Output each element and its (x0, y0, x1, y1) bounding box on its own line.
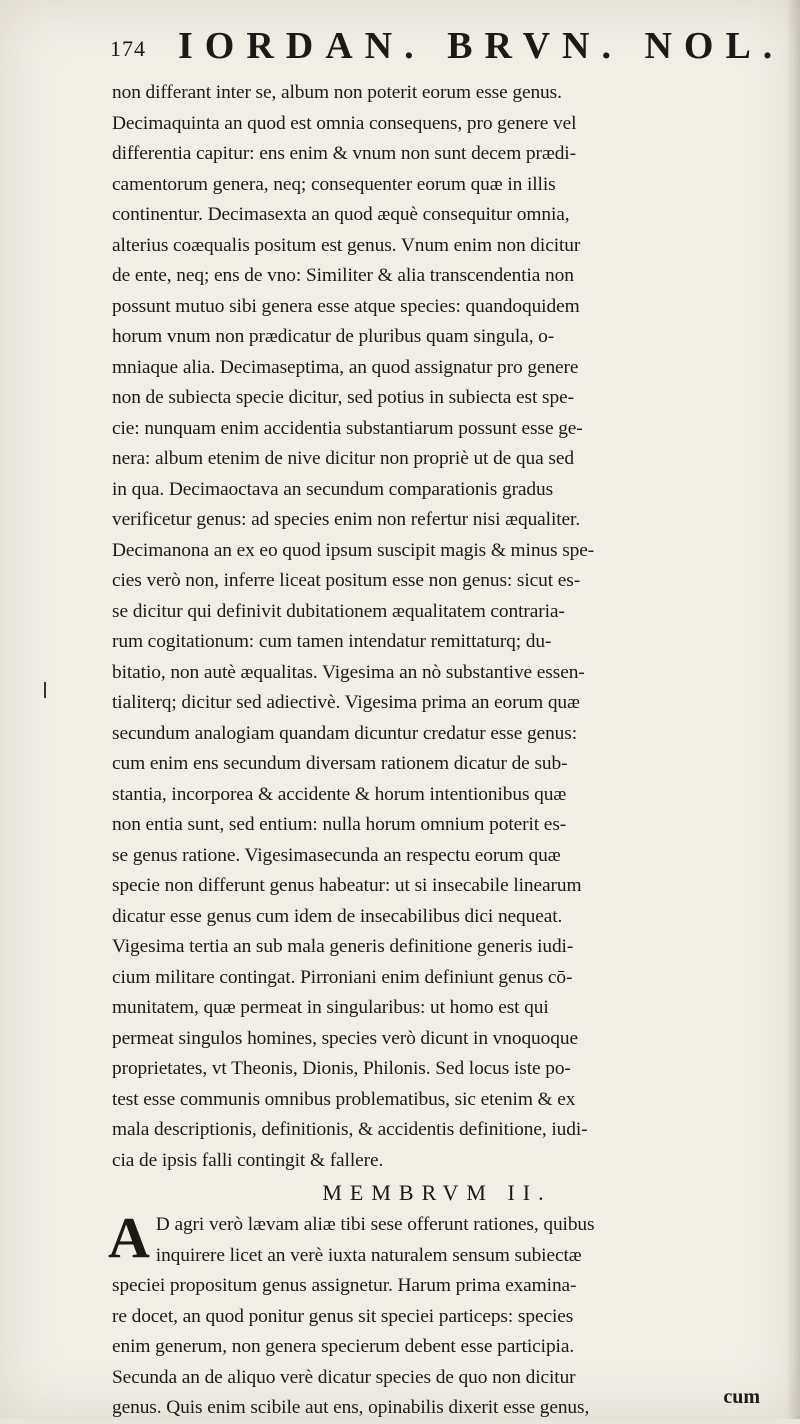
text-line: mniaque alia. Decimaseptima, an quod assignatur pro genere (112, 356, 579, 378)
text-line: cies verò non, inferre liceat positum esse non genus: sicut es- (112, 570, 581, 591)
page-header (110, 24, 785, 74)
text-line: D agri verò lævam aliæ tibi sese offerunt rationes, quibus (155, 1214, 595, 1235)
margin-mark (44, 682, 46, 698)
text-line: inquirere licet an verè iuxta naturalem sensum subiectæ (155, 1244, 582, 1266)
text-line: secundum analogiam quandam dicuntur credatur esse genus: (112, 722, 578, 744)
text-line: se dicitur qui definivit dubitationem æqualitatem contraria- (112, 600, 565, 622)
text-line: test esse communis omnibus problematibus, sic etenim & ex (112, 1088, 576, 1110)
section-heading: MEMBRVM II. (322, 1180, 552, 1205)
text-line: Decimanona an ex eo quod ipsum suscipit magis & minus spe- (112, 539, 595, 561)
text-line: specie non differunt genus habeatur: ut si insecabile linearum (112, 875, 582, 896)
text-line: cium militare contingat. Pirroniani enim definiunt genus cō- (112, 966, 573, 988)
text-line: non differant inter se, album non poterit eorum esse genus. (112, 82, 562, 103)
text-line: cum enim ens secundum diversam rationem dicatur de sub- (112, 753, 568, 774)
catchword: cum (723, 1386, 760, 1408)
text-line: Decimaquinta an quod est omnia consequens, pro genere vel (112, 112, 577, 134)
text-line: speciei propositum genus assignetur. Harum prima examina- (112, 1275, 577, 1296)
text-line: rum cogitationum: cum tamen intendatur remittaturq; du- (112, 631, 552, 652)
running-head: IORDAN. BRVN. NOL. (178, 25, 785, 67)
text-line: camentorum genera, neq; consequenter eorum quæ in illis (112, 173, 556, 195)
text-line: re docet, an quod ponitur genus sit speciei particeps: species (112, 1305, 574, 1327)
text-line: de ente, neq; ens de vno: Similiter & alia transcendentia non (112, 265, 574, 286)
drop-cap: A (108, 1205, 150, 1270)
text-line: mala descriptionis, definitionis, & accidentis definitione, iudi- (112, 1119, 588, 1140)
text-line: dicatur esse genus cum idem de insecabilibus dici nequeat. (112, 905, 563, 927)
text-line: permeat singulos homines, species verò dicunt in vnoquoque (112, 1027, 578, 1049)
text-line: bitatio, non autè æqualitas. Vigesima an nò substantive essen- (112, 661, 585, 683)
text-line: non de subiecta specie dicitur, sed potius in subiecta est spe- (112, 387, 574, 408)
text-line: continentur. Decimasexta an quod æquè consequitur omnia, (112, 204, 570, 225)
text-line: nera: album etenim de nive dicitur non propriè ut de qua sed (112, 448, 574, 469)
text-line: proprietates, vt Theonis, Dionis, Philonis. Sed locus iste po- (112, 1058, 571, 1079)
text-line: verificetur genus: ad species enim non refertur nisi æqualiter. (112, 509, 581, 530)
text-line: alterius coæqualis positum est genus. Vnum enim non dicitur (112, 234, 581, 256)
body-paragraph-1 (112, 78, 762, 1176)
text-line: enim generum, non genera specierum debent esse participia. (112, 1336, 575, 1357)
text-line: possunt mutuo sibi genera esse atque species: quandoquidem (112, 295, 580, 317)
page-number: 174 (110, 36, 146, 61)
text-line: horum vnum non prædicatur de pluribus quam singula, o- (112, 326, 555, 347)
text-line: genus. Quis enim scibile aut ens, opinabilis dixerit esse genus, (112, 1397, 590, 1418)
text-line: Secunda an de aliquo verè dicatur species de quo non dicitur (112, 1366, 576, 1388)
text-line: differentia capitur: ens enim & vnum non sunt decem prædi- (112, 143, 576, 164)
text-line: non entia sunt, sed entium: nulla horum omnium poterit es- (112, 814, 567, 835)
body-paragraph-2 (108, 1205, 762, 1424)
text-line: tialiterq; dicitur sed adiectivè. Vigesima prima an eorum quæ (112, 692, 580, 713)
text-line: cie: nunquam enim accidentia substantiarum possunt esse ge- (112, 417, 583, 439)
text-line: se genus ratione. Vigesimasecunda an respectu eorum quæ (112, 844, 561, 866)
text-line: munitatem, quæ permeat in singularibus: ut homo est qui (112, 997, 549, 1018)
text-line: in qua. Decimaoctava an secundum comparationis gradus (112, 478, 554, 500)
body-text (108, 78, 762, 1424)
text-line: Vigesima tertia an sub mala generis definitione generis iudi- (112, 936, 574, 957)
text-line: cia de ipsis falli contingit & fallere. (112, 1149, 384, 1171)
text-line: stantia, incorporea & accidente & horum intentionibus quæ (112, 783, 567, 805)
page-edge-shadow (786, 0, 800, 1419)
